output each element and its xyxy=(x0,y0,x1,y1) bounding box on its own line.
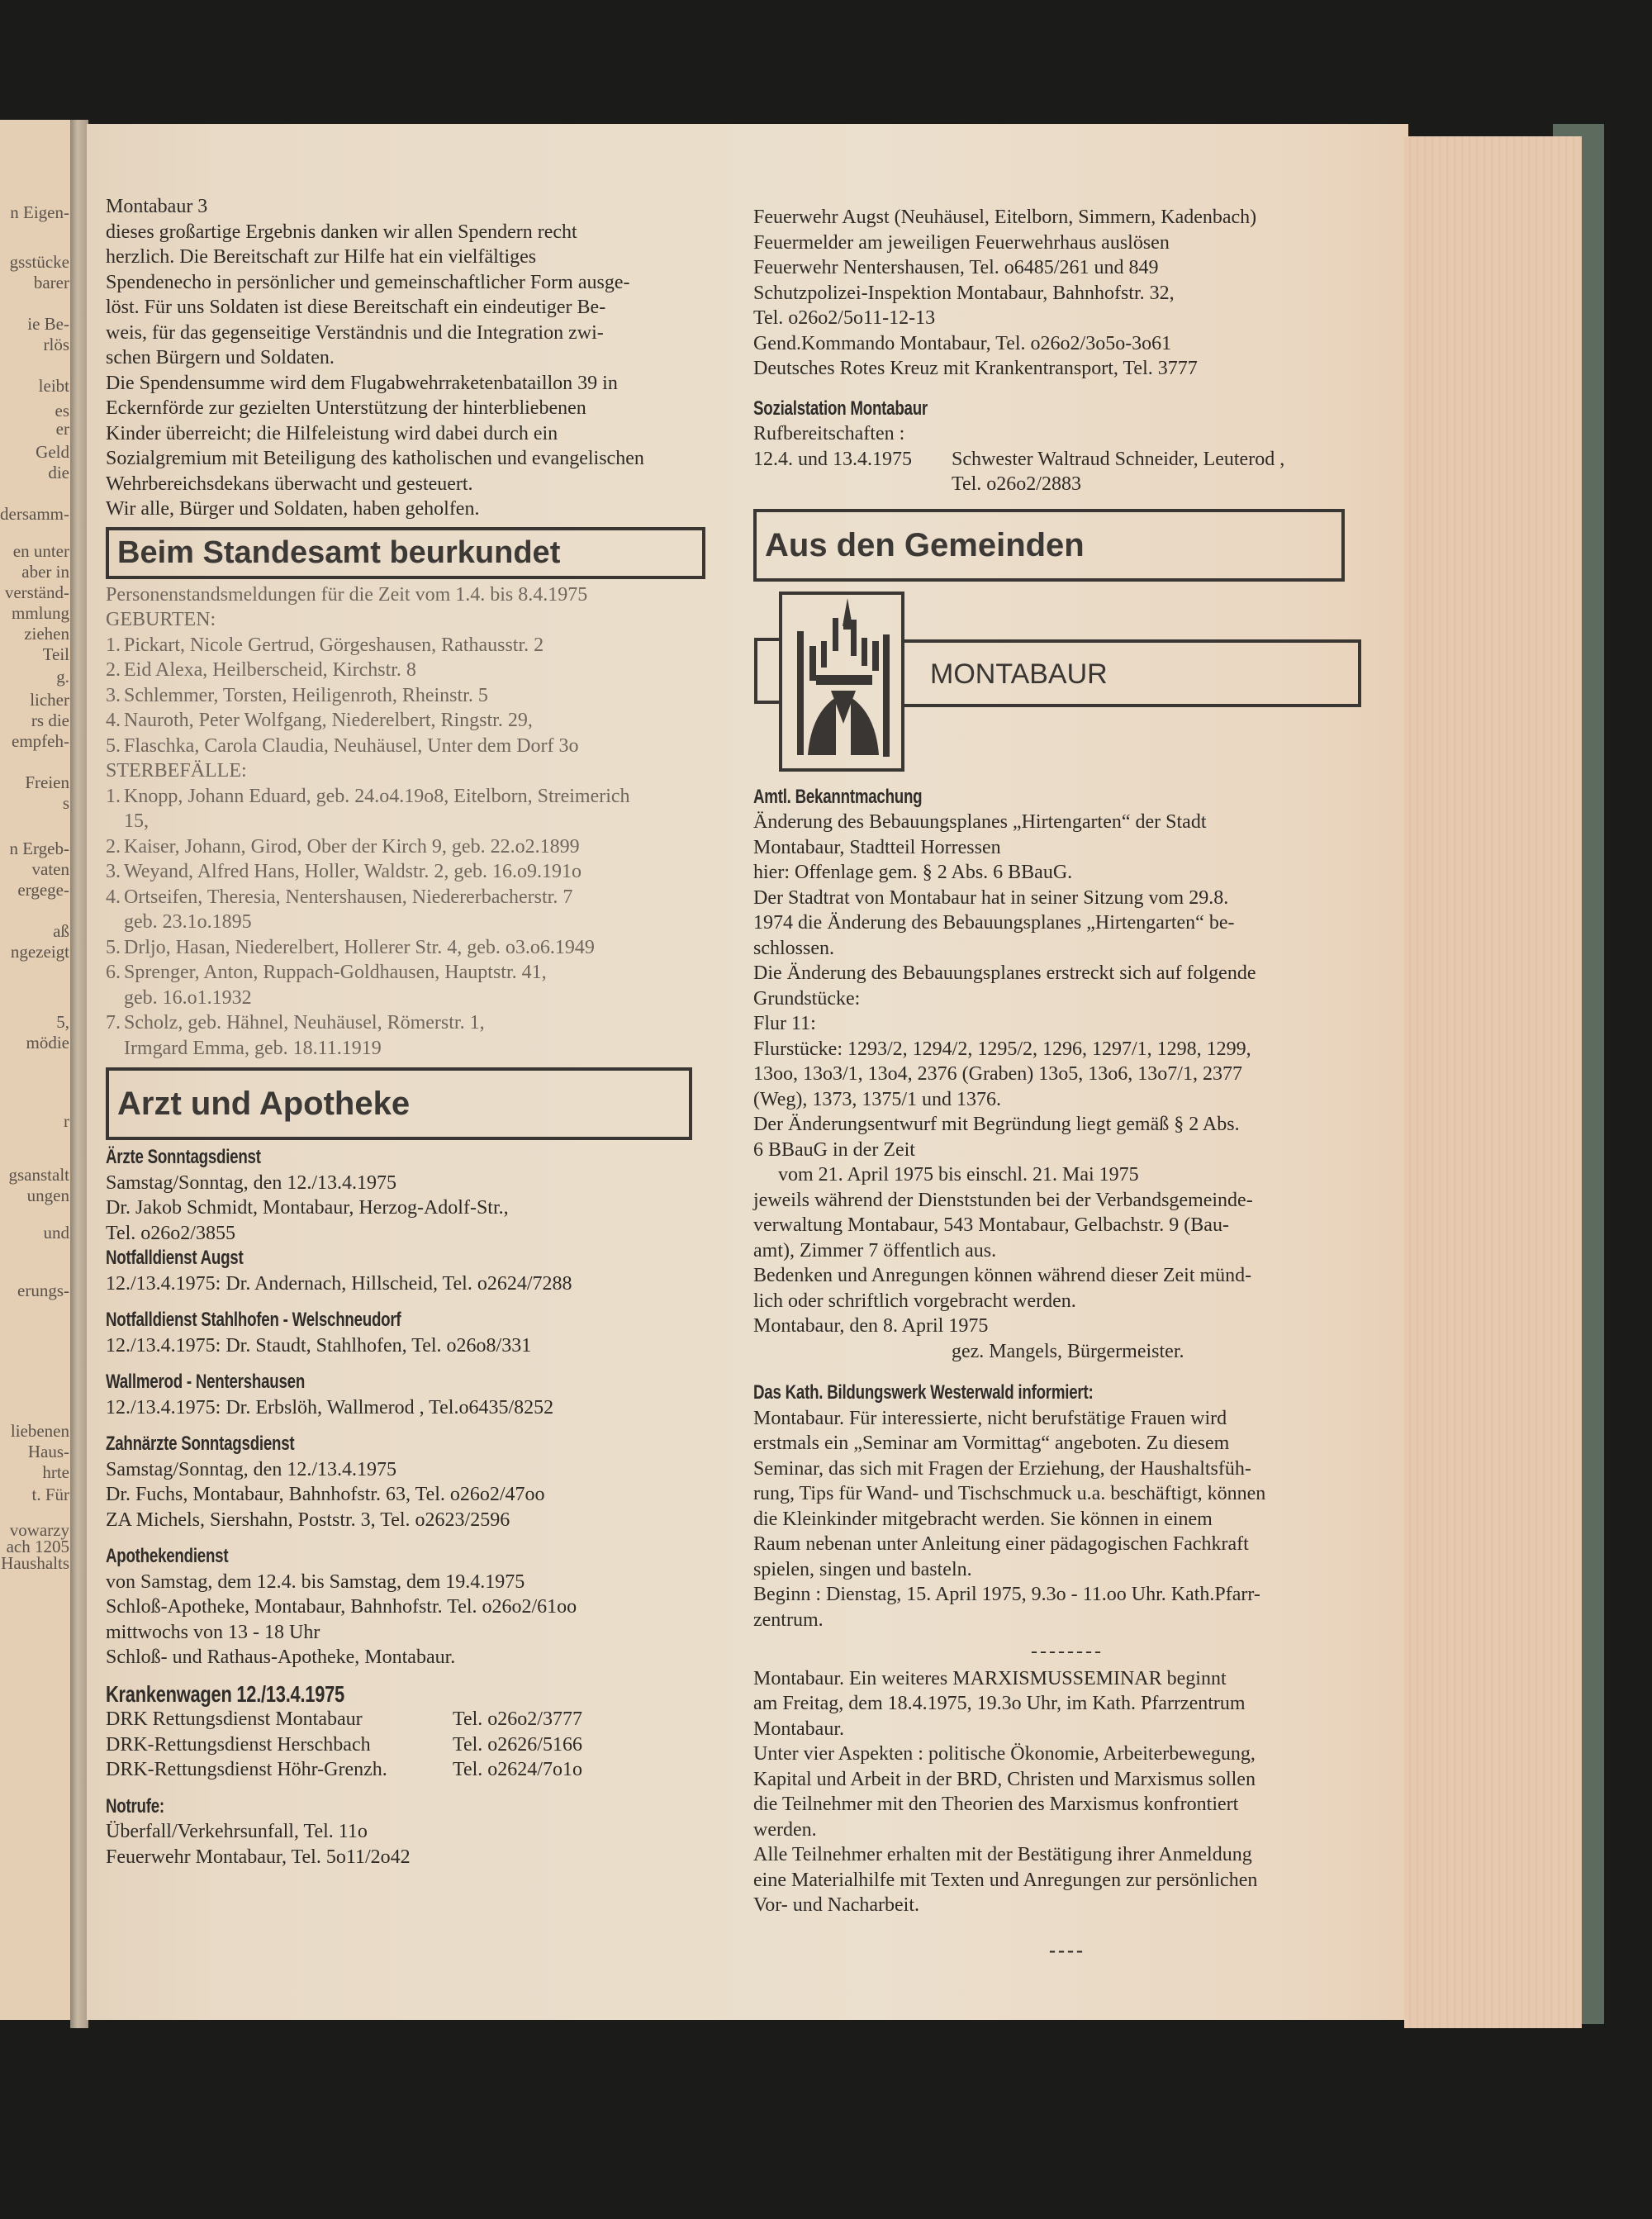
standesamt-heading-box xyxy=(106,527,705,579)
birth-entry xyxy=(106,658,733,683)
death-entry xyxy=(106,1010,733,1036)
death-number: 3. xyxy=(106,861,121,882)
marxismus-line: Unter vier Aspekten : politische Ökonomie, Arbeiterbewegung, xyxy=(753,1743,1256,1765)
service-title: Ärzte Sonntagsdienst xyxy=(106,1146,261,1168)
announcement-line: amt), Zimmer 7 öffentlich aus. xyxy=(753,1239,997,1262)
birth-text: Eid Alexa, Heilberscheid, Kirchstr. 8 xyxy=(124,659,416,681)
ambulance-name: DRK-Rettungsdienst Höhr-Grenzh. xyxy=(106,1759,387,1780)
intro-line: schen Bürgern und Soldaten. xyxy=(106,347,335,368)
bekanntmachung-text-2 xyxy=(753,1188,1381,1339)
previous-page-text: die xyxy=(48,463,69,482)
bildungswerk-line: die Kleinkinder mitgebracht werden. Sie können in einem xyxy=(753,1508,1213,1530)
births-list xyxy=(106,633,733,759)
death-entry-continued: geb. 23.1o.1895 xyxy=(124,911,252,933)
death-entry-continued: 15, xyxy=(124,810,149,832)
previous-page-text: n Ergeb- xyxy=(9,839,69,858)
death-text: Kaiser, Johann, Girod, Ober der Kirch 9, geb. 22.o2.1899 xyxy=(124,835,580,858)
ambulance-tel: Tel. o2624/7o1o xyxy=(453,1759,582,1780)
previous-page-text: verständ- xyxy=(4,582,69,602)
emergency-contact-line: Tel. o26o2/5o11-12-13 xyxy=(753,307,936,329)
bekanntmachung-signature: gez. Mangels, Bürgermeister. xyxy=(952,1340,1184,1362)
death-text: Ortseifen, Theresia, Nentershausen, Niedererbacherstr. 7 xyxy=(124,886,573,908)
death-number: 7. xyxy=(106,1012,121,1033)
sozialstation-label: Rufbereitschaften : xyxy=(753,423,905,444)
previous-page-text: n Eigen- xyxy=(10,202,69,222)
previous-page-text: ergege- xyxy=(17,880,69,900)
previous-page-text: liebenen xyxy=(10,1421,69,1441)
service-line: Schloß-Apotheke, Montabaur, Bahnhofstr. Tel. o26o2/61oo xyxy=(106,1596,577,1618)
death-entry-continued: Irmgard Emma, geb. 18.11.1919 xyxy=(124,1037,382,1059)
marxismus-line: Kapital und Arbeit in der BRD, Christen und Marxismus sollen xyxy=(753,1768,1256,1790)
intro-line: herzlich. Die Bereitschaft zur Hilfe hat ein vielfältiges xyxy=(106,246,537,268)
death-number: 4. xyxy=(106,886,121,908)
sozialstation-tel: Tel. o26o2/2883 xyxy=(952,473,1081,495)
previous-page-text: r xyxy=(64,1111,69,1131)
previous-page-text: licher xyxy=(30,690,69,710)
arzt-heading: Arzt und Apotheke xyxy=(117,1086,411,1122)
marxismus-line: Alle Teilnehmer erhalten mit der Bestätigung ihrer Anmeldung xyxy=(753,1844,1252,1865)
service-line: mittwochs von 13 - 18 Uhr xyxy=(106,1621,320,1643)
birth-number: 4. xyxy=(106,710,121,731)
death-entry xyxy=(106,834,733,860)
previous-page-text: en unter xyxy=(12,541,69,561)
birth-number: 5. xyxy=(106,734,121,757)
intro-line: Kinder überreicht; die Hilfeleistung wird dabei durch ein xyxy=(106,422,558,444)
announcement-line: 13oo, 13o3/1, 13o4, 2376 (Graben) 13o5, 13o6, 13o7/1, 2377 xyxy=(753,1063,1242,1085)
announcement-line: lich oder schriftlich vorgebracht werden. xyxy=(753,1290,1076,1312)
previous-page-text: s xyxy=(62,793,69,813)
krankenwagen-list xyxy=(106,1707,733,1783)
previous-page-text: ungen xyxy=(26,1186,69,1205)
sozialstation-person: Schwester Waltraud Schneider, Leuterod , xyxy=(952,448,1285,470)
ambulance-name: DRK Rettungsdienst Montabaur xyxy=(106,1708,363,1730)
sozialstation-title: Sozialstation Montabaur xyxy=(753,397,928,420)
birth-entry xyxy=(106,683,733,709)
intro-line: Montabaur 3 xyxy=(106,196,208,217)
bildungswerk-line: Beginn : Dienstag, 15. April 1975, 9.3o - 11.oo Uhr. Kath.Pfarr- xyxy=(753,1584,1260,1605)
death-number: 1. xyxy=(106,785,121,807)
section-divider: -------- xyxy=(1031,1641,1104,1662)
service-line: 12./13.4.1975: Dr. Andernach, Hillscheid, Tel. o2624/7288 xyxy=(106,1272,572,1295)
previous-page-text: ie Be- xyxy=(27,314,69,334)
birth-number: 1. xyxy=(106,634,121,656)
standesamt-heading: Beim Standesamt beurkundet xyxy=(117,535,561,570)
ambulance-tel: Tel. o2626/5166 xyxy=(453,1733,582,1756)
marxismus-line: die Teilnehmer mit den Theorien des Marxismus konfrontiert xyxy=(753,1794,1239,1815)
announcement-line: Bedenken und Anregungen können während dieser Zeit münd- xyxy=(753,1265,1252,1286)
ambulance-row xyxy=(106,1732,733,1758)
intro-line: weis, für das gegenseitige Verständnis und die Integration zwi- xyxy=(106,321,604,344)
end-mark: ---- xyxy=(1049,1939,1085,1961)
bildungswerk-title: Das Kath. Bildungswerk Westerwald informiert: xyxy=(753,1381,1094,1404)
page-stack-edge xyxy=(1404,136,1582,2028)
sozialstation-date: 12.4. und 13.4.1975 xyxy=(753,448,912,470)
intro-line: Die Spendensumme wird dem Flugabwehrraketenbataillon 39 in xyxy=(106,372,618,394)
emergency-contact-line: Feuerwehr Nentershausen, Tel. o6485/261 und 849 xyxy=(753,257,1159,278)
announcement-line: Änderung des Bebauungsplanes „Hirtengarten“ der Stadt xyxy=(753,811,1207,833)
death-entry xyxy=(106,935,733,961)
announcement-line: jeweils während der Dienststunden bei der Verbandsgemeinde- xyxy=(753,1189,1253,1211)
previous-page-text: ngezeigt xyxy=(10,942,69,962)
birth-text: Schlemmer, Torsten, Heiligenroth, Rheinstr. 5 xyxy=(124,684,488,706)
service-title: Zahnärzte Sonntagsdienst xyxy=(106,1433,295,1455)
right-column xyxy=(753,205,1381,1963)
death-number: 6. xyxy=(106,962,121,983)
bildungswerk-line: Seminar, das sich mit Fragen der Erziehung, der Haushaltsfüh- xyxy=(753,1457,1251,1480)
birth-text: Flaschka, Carola Claudia, Neuhäusel, Unter dem Dorf 3o xyxy=(124,734,579,757)
previous-page-text: Freien xyxy=(25,772,69,792)
service-line: 12./13.4.1975: Dr. Staudt, Stahlhofen, Tel. o26o8/331 xyxy=(106,1334,532,1357)
montabaur-logo xyxy=(753,590,1381,780)
arzt-heading-box xyxy=(106,1067,692,1140)
death-text: Weyand, Alfred Hans, Holler, Waldstr. 2, geb. 16.o9.191o xyxy=(124,861,582,882)
death-entry-continued: geb. 16.o1.1932 xyxy=(124,986,252,1009)
announcement-line: Der Stadtrat von Montabaur hat in seiner Sitzung vom 29.8. xyxy=(753,886,1229,909)
service-title: Apothekendienst xyxy=(106,1545,229,1567)
service-line: Samstag/Sonntag, den 12./13.4.1975 xyxy=(106,1458,396,1480)
deaths-list xyxy=(106,784,733,1062)
emergency-call-line: Überfall/Verkehrsunfall, Tel. 11o xyxy=(106,1821,368,1842)
previous-page-text: mödie xyxy=(26,1033,69,1052)
previous-page-text: Haushalts xyxy=(1,1553,69,1573)
ambulance-name: DRK-Rettungsdienst Herschbach xyxy=(106,1733,371,1756)
previous-page-text: t. Für xyxy=(31,1485,69,1504)
previous-page-text: barer xyxy=(33,273,69,292)
previous-page-text: und xyxy=(43,1223,69,1243)
emergency-contacts xyxy=(753,205,1381,382)
announcement-line: Flurstücke: 1293/2, 1294/2, 1295/2, 1296, 1297/1, 1298, 1299, xyxy=(753,1038,1251,1060)
service-title: Wallmerod - Nentershausen xyxy=(106,1371,306,1393)
previous-page-text: dersamm- xyxy=(0,504,69,524)
gemeinden-heading-box xyxy=(753,509,1345,582)
previous-page-text: ach 1205 xyxy=(6,1537,69,1556)
ambulance-row xyxy=(106,1757,733,1783)
previous-page-text: aber in xyxy=(21,562,69,582)
previous-page-text: empfeh- xyxy=(12,731,69,751)
emergency-contact-line: Schutzpolizei-Inspektion Montabaur, Bahnhofstr. 32, xyxy=(753,282,1175,304)
intro-line: Sozialgremium mit Beteiligung des katholischen und evangelischen xyxy=(106,448,644,469)
previous-page-text: Teil xyxy=(42,644,69,664)
krankenwagen-title: Krankenwagen 12./13.4.1975 xyxy=(106,1680,344,1707)
service-line: Samstag/Sonntag, den 12./13.4.1975 xyxy=(106,1171,396,1194)
ambulance-tel: Tel. o26o2/3777 xyxy=(453,1708,582,1730)
death-number: 2. xyxy=(106,835,121,858)
arzt-sections xyxy=(106,1145,733,1670)
bekanntmachung-title: Amtl. Bekanntmachung xyxy=(753,785,923,808)
intro-line: Spendenecho in persönlicher und gemeinschaftlicher Form ausge- xyxy=(106,271,630,293)
intro-article xyxy=(106,194,733,522)
previous-page-text: vowarzy xyxy=(9,1520,69,1540)
service-title: Notfalldienst Augst xyxy=(106,1247,244,1269)
emergency-contact-line: Feuerwehr Augst (Neuhäusel, Eitelborn, Simmern, Kadenbach) xyxy=(753,207,1257,228)
service-line: Tel. o26o2/3855 xyxy=(106,1222,235,1244)
left-column xyxy=(106,194,733,1870)
bildungswerk-line: spielen, singen und basteln. xyxy=(753,1558,972,1580)
announcement-line: (Weg), 1373, 1375/1 und 1376. xyxy=(753,1088,1002,1110)
emergency-contact-line: Feuermelder am jeweiligen Feuerwehrhaus auslösen xyxy=(753,231,1170,254)
emergency-contact-line: Gend.Kommando Montabaur, Tel. o26o2/3o5o-3o61 xyxy=(753,332,1172,354)
announcement-line: Der Änderungsentwurf mit Begründung liegt gemäß § 2 Abs. xyxy=(753,1114,1240,1135)
previous-page-text: g. xyxy=(56,667,69,687)
previous-page-text: aß xyxy=(53,921,69,941)
sozialstation-row xyxy=(753,447,1381,473)
announcement-line: Grundstücke: xyxy=(753,987,861,1010)
intro-line: Eckernförde zur gezielten Unterstützung der hinterbliebenen xyxy=(106,397,586,419)
previous-page-text: mmlung xyxy=(11,603,69,623)
ambulance-row xyxy=(106,1707,733,1732)
logo-text: MONTABAUR xyxy=(930,658,1108,690)
marxismus-line: Montabaur. xyxy=(753,1718,844,1740)
announcement-line: verwaltung Montabaur, 543 Montabaur, Gelbachstr. 9 (Bau- xyxy=(753,1214,1229,1236)
birth-entry xyxy=(106,708,733,734)
notrufe-list xyxy=(106,1819,733,1870)
bildungswerk-line: erstmals ein „Seminar am Vormittag“ angeboten. Zu diesem xyxy=(753,1433,1230,1454)
previous-page-text: es xyxy=(55,401,69,421)
book-gutter xyxy=(70,120,88,2028)
birth-entry xyxy=(106,633,733,658)
previous-page-text: 5, xyxy=(56,1012,69,1032)
previous-page-text: erungs- xyxy=(17,1281,69,1300)
marxismus-line: werden. xyxy=(753,1818,817,1841)
service-line: von Samstag, dem 12.4. bis Samstag, dem 19.4.1975 xyxy=(106,1570,525,1593)
previous-page-text: hrte xyxy=(42,1462,69,1482)
announcement-line: 6 BBauG in der Zeit xyxy=(753,1138,915,1161)
standesamt-period: Personenstandsmeldungen für die Zeit vom 1.4. bis 8.4.1975 xyxy=(106,583,588,606)
intro-line: Wehrbereichsdekans überwacht und gesteuert. xyxy=(106,473,473,495)
death-entry xyxy=(106,885,733,910)
birth-text: Nauroth, Peter Wolfgang, Niederelbert, Ringstr. 29, xyxy=(124,710,533,731)
previous-page-fragment xyxy=(0,120,73,2020)
previous-page-text: er xyxy=(55,419,69,439)
notrufe-title: Notrufe: xyxy=(106,1794,164,1817)
service-title: Notfalldienst Stahlhofen - Welschneudorf xyxy=(106,1309,401,1331)
announcement-line: Montabaur, den 8. April 1975 xyxy=(753,1315,989,1337)
intro-line: dieses großartige Ergebnis danken wir allen Spendern recht xyxy=(106,221,577,243)
service-line: Dr. Fuchs, Montabaur, Bahnhofstr. 63, Tel. o26o2/47oo xyxy=(106,1484,545,1505)
emergency-contact-line: Deutsches Rotes Kreuz mit Krankentransport, Tel. 3777 xyxy=(753,358,1198,379)
birth-number: 2. xyxy=(106,659,121,681)
previous-page-text: gsstücke xyxy=(9,252,69,272)
intro-line: Wir alle, Bürger und Soldaten, haben geholfen. xyxy=(106,498,480,520)
emergency-call-line: Feuerwehr Montabaur, Tel. 5o11/2o42 xyxy=(106,1846,411,1868)
service-line: Dr. Jakob Schmidt, Montabaur, Herzog-Adolf-Str., xyxy=(106,1197,509,1219)
previous-page-text: vaten xyxy=(31,859,69,879)
birth-text: Pickart, Nicole Gertrud, Görgeshausen, Rathausstr. 2 xyxy=(124,634,544,656)
bildungswerk-line: zentrum. xyxy=(753,1608,824,1631)
death-number: 5. xyxy=(106,936,121,958)
bekanntmachung-text xyxy=(753,810,1381,1162)
previous-page-text: leibt xyxy=(38,376,69,396)
bildungswerk-text xyxy=(753,1406,1381,1633)
death-entry xyxy=(106,960,733,986)
previous-page-text: rs die xyxy=(31,710,69,730)
marxismus-line: Vor- und Nacharbeit. xyxy=(753,1894,920,1916)
death-text: Scholz, geb. Hähnel, Neuhäusel, Römerstr. 1, xyxy=(124,1012,485,1033)
marxismus-text xyxy=(753,1666,1381,1918)
intro-line: löst. Für uns Soldaten ist diese Bereitschaft ein eindeutiger Be- xyxy=(106,297,606,318)
death-text: Drljo, Hasan, Niederelbert, Hollerer Str. 4, geb. o3.o6.1949 xyxy=(124,936,595,958)
service-line: Schloß- und Rathaus-Apotheke, Montabaur. xyxy=(106,1646,456,1668)
death-text: Sprenger, Anton, Ruppach-Goldhausen, Hauptstr. 41, xyxy=(124,962,547,983)
death-entry xyxy=(106,784,733,810)
previous-page-text: Haus- xyxy=(27,1442,69,1461)
bildungswerk-line: rung, Tips für Wand- und Tischschmuck u.a. beschäftigt, können xyxy=(753,1483,1266,1504)
previous-page-text: gsanstalt xyxy=(8,1165,69,1185)
announcement-line: Die Änderung des Bebauungsplanes erstreckt sich auf folgende xyxy=(753,962,1256,984)
deaths-label: STERBEFÄLLE: xyxy=(106,760,247,782)
marxismus-line: eine Materialhilfe mit Texten und Anregungen zur persönlichen xyxy=(753,1869,1258,1891)
death-text: Knopp, Johann Eduard, geb. 24.o4.19o8, Eitelborn, Streimerich xyxy=(124,785,630,807)
announcement-line: schlossen. xyxy=(753,937,834,959)
birth-entry xyxy=(106,734,733,759)
marxismus-line: am Freitag, dem 18.4.1975, 19.3o Uhr, im Kath. Pfarrzentrum xyxy=(753,1693,1246,1714)
previous-page-text: ziehen xyxy=(24,624,69,644)
gemeinden-heading: Aus den Gemeinden xyxy=(765,526,1085,563)
announcement-line: Flur 11: xyxy=(753,1013,816,1034)
births-label: GEBURTEN: xyxy=(106,609,216,630)
previous-page-text: Geld xyxy=(36,442,69,462)
previous-page-text: rlös xyxy=(43,335,69,354)
marxismus-line: Montabaur. Ein weiteres MARXISMUSSEMINAR beginnt xyxy=(753,1667,1227,1689)
service-line: ZA Michels, Siershahn, Poststr. 3, Tel. o2623/2596 xyxy=(106,1509,510,1531)
bildungswerk-line: Montabaur. Für interessierte, nicht berufstätige Frauen wird xyxy=(753,1407,1227,1429)
death-entry xyxy=(106,859,733,885)
service-line: 12./13.4.1975: Dr. Erbslöh, Wallmerod , Tel.o6435/8252 xyxy=(106,1396,554,1418)
bildungswerk-line: Raum nebenan unter Anleitung einer pädagogischen Fachkraft xyxy=(753,1533,1249,1555)
announcement-line: Montabaur, Stadtteil Horressen xyxy=(753,836,1001,858)
bekanntmachung-period: vom 21. April 1975 bis einschl. 21. Mai 1975 xyxy=(778,1164,1139,1186)
birth-number: 3. xyxy=(106,684,121,706)
announcement-line: hier: Offenlage gem. § 2 Abs. 6 BBauG. xyxy=(753,862,1073,883)
announcement-line: 1974 die Änderung des Bebauungsplanes „Hirtengarten“ be- xyxy=(753,912,1235,934)
